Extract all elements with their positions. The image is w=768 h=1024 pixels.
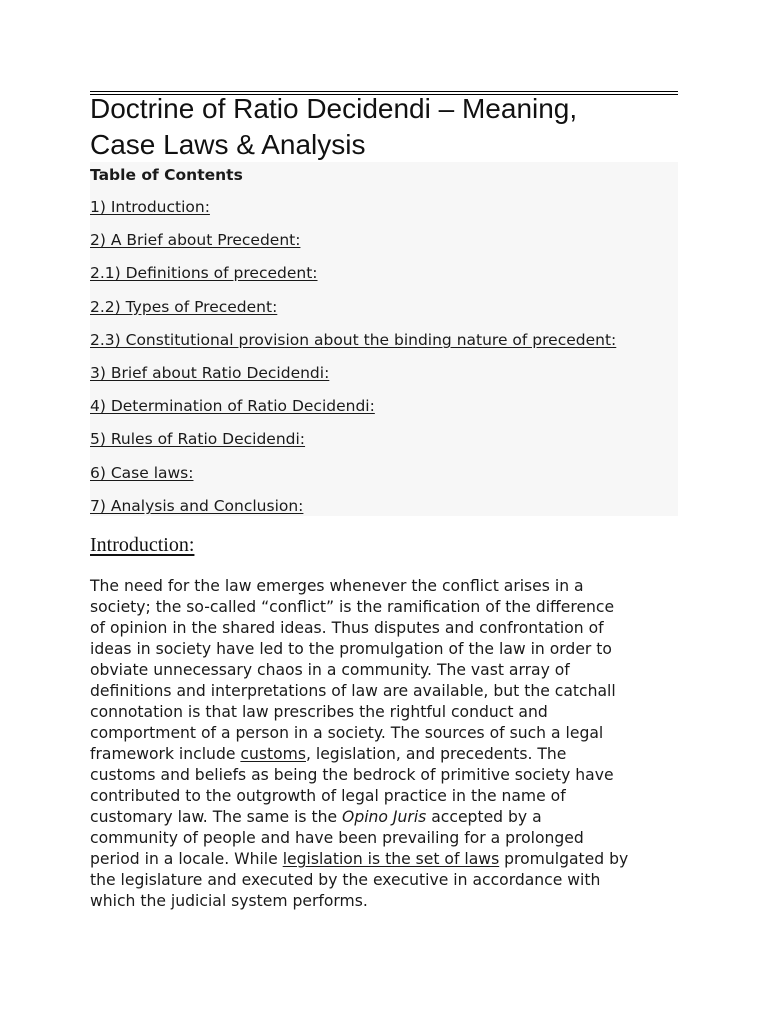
paragraph-line xyxy=(90,681,690,702)
text-run: obviate unnecessary chaos in a community. The vast array of xyxy=(90,661,570,679)
page-title-line-1: Doctrine of Ratio Decidendi – Meaning, xyxy=(90,93,578,124)
paragraph-line xyxy=(90,702,690,723)
paragraph-line xyxy=(90,618,690,639)
page-title xyxy=(90,91,690,163)
paragraph-line xyxy=(90,870,690,891)
toc-link-types-precedent[interactable]: 2.2) Types of Precedent: xyxy=(90,298,278,316)
toc-link-determination-ratio[interactable]: 4) Determination of Ratio Decidendi: xyxy=(90,397,375,415)
paragraph-line xyxy=(90,576,690,597)
paragraph-line xyxy=(90,744,690,765)
text-run: customs and beliefs as being the bedrock of primitive society have xyxy=(90,766,614,784)
paragraph-line xyxy=(90,660,690,681)
text-run: which the judicial system performs. xyxy=(90,892,368,910)
text-run: customary law. The same is the xyxy=(90,808,343,826)
paragraph-line xyxy=(90,807,690,828)
paragraph-line xyxy=(90,597,690,618)
customs-link[interactable]: customs xyxy=(240,745,306,763)
paragraph-line xyxy=(90,639,690,660)
text-run: contributed to the outgrowth of legal practice in the name of xyxy=(90,787,566,805)
legislation-link[interactable]: legislation is the set of laws xyxy=(282,850,500,868)
toc-link-brief-ratio[interactable]: 3) Brief about Ratio Decidendi: xyxy=(90,364,330,382)
introduction-paragraph xyxy=(90,576,690,912)
text-run: society; the so-called “conflict” is the ramification of the difference xyxy=(90,598,615,616)
paragraph-line xyxy=(90,828,690,849)
text-run: ideas in society have led to the promulgation of the law in order to xyxy=(90,640,612,658)
paragraph-line xyxy=(90,891,690,912)
text-run: community of people and have been prevailing for a prolonged xyxy=(90,829,584,847)
text-run: of opinion in the shared ideas. Thus disputes and confrontation of xyxy=(90,619,604,637)
toc-link-constitutional-provision[interactable]: 2.3) Constitutional provision about the binding nature of precedent: xyxy=(90,331,617,349)
toc-link-case-laws[interactable]: 6) Case laws: xyxy=(90,464,194,482)
toc-link-definitions-precedent[interactable]: 2.1) Definitions of precedent: xyxy=(90,264,318,282)
text-run: The need for the law emerges whenever the conflict arises in a xyxy=(90,577,584,595)
text-run: definitions and interpretations of law are available, but the catchall xyxy=(90,682,616,700)
text-run: period in a locale. While xyxy=(90,850,283,868)
toc-link-analysis-conclusion[interactable]: 7) Analysis and Conclusion: xyxy=(90,497,304,515)
toc-heading: Table of Contents xyxy=(90,166,243,184)
text-run: connotation is that law prescribes the rightful conduct and xyxy=(90,703,548,721)
text-run: accepted by a xyxy=(426,808,542,826)
page-title-line-2: Case Laws & Analysis xyxy=(90,129,366,160)
introduction-heading: Introduction: xyxy=(90,534,195,556)
emphasis-opino-juris: Opino Juris xyxy=(342,808,427,826)
text-run: , legislation, and precedents. The xyxy=(305,745,567,763)
text-run: framework include xyxy=(90,745,241,763)
paragraph-line xyxy=(90,765,690,786)
table-of-contents xyxy=(90,162,678,516)
text-run: the legislature and executed by the executive in accordance with xyxy=(90,871,601,889)
toc-link-brief-precedent[interactable]: 2) A Brief about Precedent: xyxy=(90,231,301,249)
text-run: comportment of a person in a society. The sources of such a legal xyxy=(90,724,604,742)
text-run: promulgated by xyxy=(499,850,629,868)
paragraph-line xyxy=(90,849,690,870)
paragraph-line xyxy=(90,786,690,807)
toc-link-introduction[interactable]: 1) Introduction: xyxy=(90,198,210,216)
toc-link-rules-ratio[interactable]: 5) Rules of Ratio Decidendi: xyxy=(90,430,306,448)
paragraph-line xyxy=(90,723,690,744)
